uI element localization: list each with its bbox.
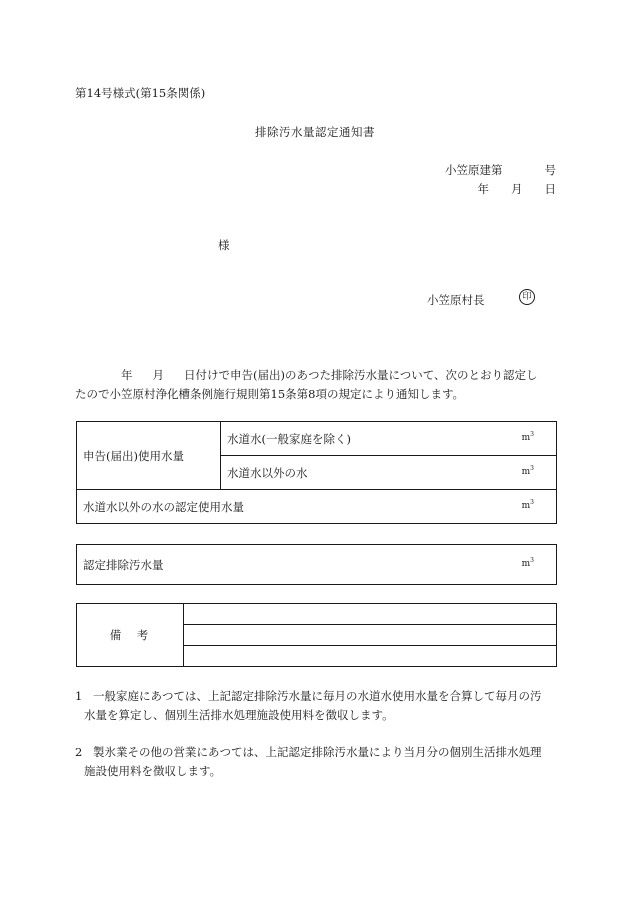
remarks-line — [184, 604, 557, 625]
date-day: 日 — [544, 182, 556, 196]
remarks-line — [184, 646, 557, 667]
body-year: 年 — [121, 368, 133, 382]
note-line: 施設使用料を徴収します。 — [84, 764, 222, 778]
unit-cubic-meter: $m^3$ — [521, 498, 534, 511]
form-number-label: 第14号様式(第15条関係) — [75, 86, 206, 100]
certified-other-water-row — [77, 490, 557, 524]
certified-other-water-label: 水道水以外の水の認定使用水量 — [83, 499, 244, 514]
note-item — [75, 743, 557, 781]
water-usage-row — [221, 422, 557, 456]
reported-usage-label: 申告(届出)使用水量 — [77, 422, 221, 490]
tap-water-label: 水道水(一般家庭を除く) — [227, 431, 351, 446]
unit-cubic-meter: $m^3$ — [521, 430, 534, 443]
body-month: 月 — [152, 368, 164, 382]
note-line: 一般家庭にあつては、上記認定排除汚水量に毎月の水道水使用水量を合算して毎月の汚 — [93, 689, 542, 703]
unit-cubic-meter: $m^3$ — [521, 556, 534, 569]
remarks-table — [76, 603, 557, 667]
remarks-label: 備 考 — [77, 604, 184, 667]
body-paragraph — [75, 366, 557, 404]
note-line: 水量を算定し、個別生活排水処理施設使用料を徴収します。 — [84, 708, 394, 722]
certified-wastewater-label: 認定排除汚水量 — [83, 557, 164, 572]
addressee-suffix: 様 — [218, 238, 230, 252]
issuer-name: 小笠原村長 — [427, 293, 485, 307]
note-item — [75, 687, 557, 725]
water-usage-row — [221, 456, 557, 490]
date-month: 月 — [511, 182, 523, 196]
seal-mark: 印 — [519, 289, 535, 305]
reference-number — [445, 162, 556, 178]
certified-wastewater-table — [76, 544, 557, 585]
reference-prefix: 小笠原建第 — [445, 163, 503, 177]
issue-date — [478, 181, 557, 197]
note-number: 1 — [75, 689, 83, 703]
date-year: 年 — [477, 182, 489, 196]
document-title: 排除汚水量認定通知書 — [255, 125, 375, 139]
note-line: 製氷業その他の営業にあつては、上記認定排除汚水量により当月分の個別生活排水処理 — [93, 745, 542, 759]
other-water-label: 水道水以外の水 — [227, 465, 308, 480]
reference-suffix: 号 — [544, 163, 556, 177]
body-line2: たので小笠原村浄化槽条例施行規則第15条第8項の規定により通知します。 — [75, 387, 465, 401]
remarks-line — [184, 625, 557, 646]
note-number: 2 — [75, 745, 83, 759]
certified-wastewater-row — [77, 545, 557, 585]
body-line1-rest: 日付けで申告(届出)のあつた排除汚水量について、次のとおり認定し — [184, 368, 538, 382]
unit-cubic-meter: $m^3$ — [521, 464, 534, 477]
water-usage-table — [76, 421, 557, 524]
